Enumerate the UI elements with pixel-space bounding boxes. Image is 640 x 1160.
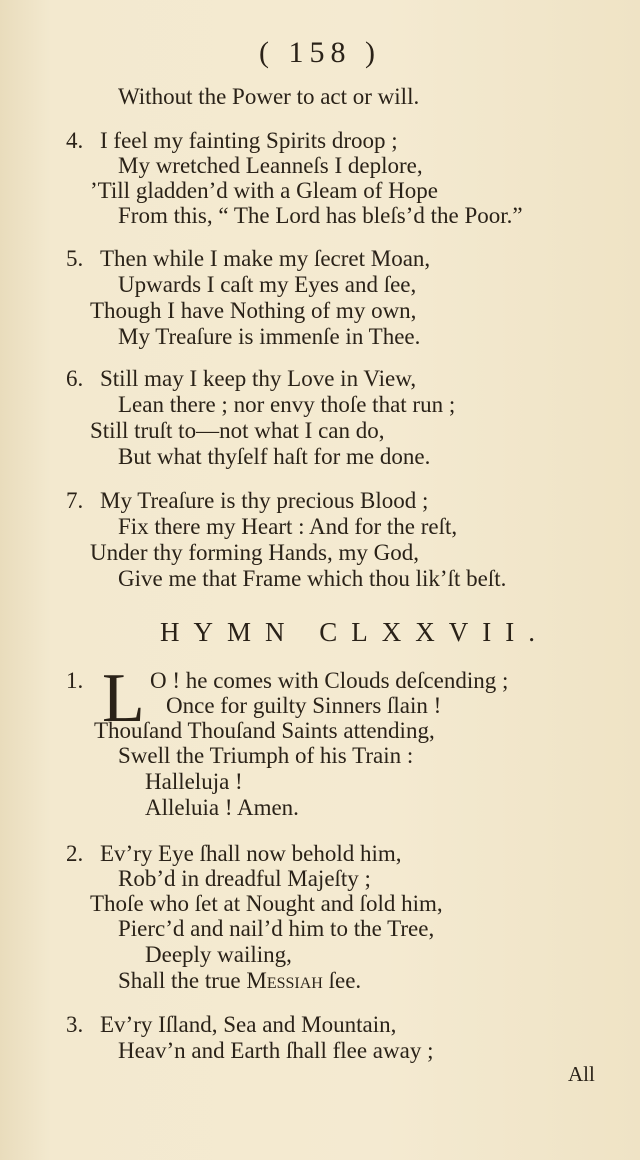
verse-line: Still may I keep thy Love in View, <box>100 366 417 391</box>
verse-line: Upwards I caſt my Eyes and ſee, <box>118 272 417 297</box>
drop-cap: L <box>102 660 145 737</box>
verse-line: My Treaſure is thy precious Blood ; <box>100 488 429 513</box>
verse-line: Pierc’d and nail’d him to the Tree, <box>118 916 435 941</box>
verse-line: Then while I make my ſecret Moan, <box>100 246 431 271</box>
verse-line: O ! he comes with Clouds deſcending ; <box>150 668 509 693</box>
verse-line: Fix there my Heart : And for the reſt, <box>118 514 458 539</box>
verse-number: 5. <box>66 246 84 271</box>
verse-line: Rob’d in dreadful Majeſty ; <box>118 866 371 891</box>
verse-line: Lean there ; nor envy thoſe that run ; <box>118 392 456 417</box>
verse-line-text: Shall the true <box>118 968 241 993</box>
verse-line: Ev’ry Iſland, Sea and Mountain, <box>100 1012 397 1037</box>
verse-line: My wretched Leanneſs I deplore, <box>118 153 423 178</box>
verse-line: From this, “ The Lord has bleſs’d the Poor.” <box>118 203 523 228</box>
verse-line: Still truſt to—not what I can do, <box>90 418 385 443</box>
verse-line: Give me that Frame which thou lik’ſt beſt. <box>118 566 507 591</box>
verse-line: I feel my fainting Spirits droop ; <box>100 128 398 153</box>
verse-line: Swell the Triumph of his Train : <box>118 743 414 768</box>
verse-number: 7. <box>66 488 84 513</box>
verse-number: 1. <box>66 668 84 693</box>
verse-line: Alleluia ! Amen. <box>145 795 299 820</box>
verse-line: Halleluja ! <box>145 769 243 794</box>
verse-continuation-line: Without the Power to act or will. <box>118 84 420 109</box>
catchword: All <box>568 1062 595 1086</box>
verse-line: Though I have Nothing of my own, <box>90 298 417 323</box>
verse-line: But what thyſelf haſt for me done. <box>118 444 431 469</box>
verse-line: Under thy forming Hands, my God, <box>90 540 419 565</box>
verse-line: Once for guilty Sinners ſlain ! <box>166 693 442 718</box>
verse-number: 6. <box>66 366 84 391</box>
page-number: ( 158 ) <box>259 36 381 69</box>
hymn-title: HYMN CLXXVII. <box>160 617 549 647</box>
verse-number: 4. <box>66 128 84 153</box>
verse-line: ’Till gladden’d with a Gleam of Hope <box>90 178 438 203</box>
verse-line: Ev’ry Eye ſhall now behold him, <box>100 841 402 866</box>
verse-line: Thoſe who ſet at Nought and ſold him, <box>90 891 443 916</box>
verse-number: 2. <box>66 841 84 866</box>
messiah-word: Messiah <box>246 968 323 993</box>
verse-line: Thouſand Thouſand Saints attending, <box>94 718 435 743</box>
verse-line: Heav’n and Earth ſhall flee away ; <box>118 1038 434 1063</box>
verse-line <box>118 968 361 994</box>
verse-line-end: ſee. <box>328 968 362 993</box>
verse-line: Deeply wailing, <box>145 942 292 967</box>
verse-line: My Treaſure is immenſe in Thee. <box>118 324 421 349</box>
verse-number: 3. <box>66 1012 84 1037</box>
